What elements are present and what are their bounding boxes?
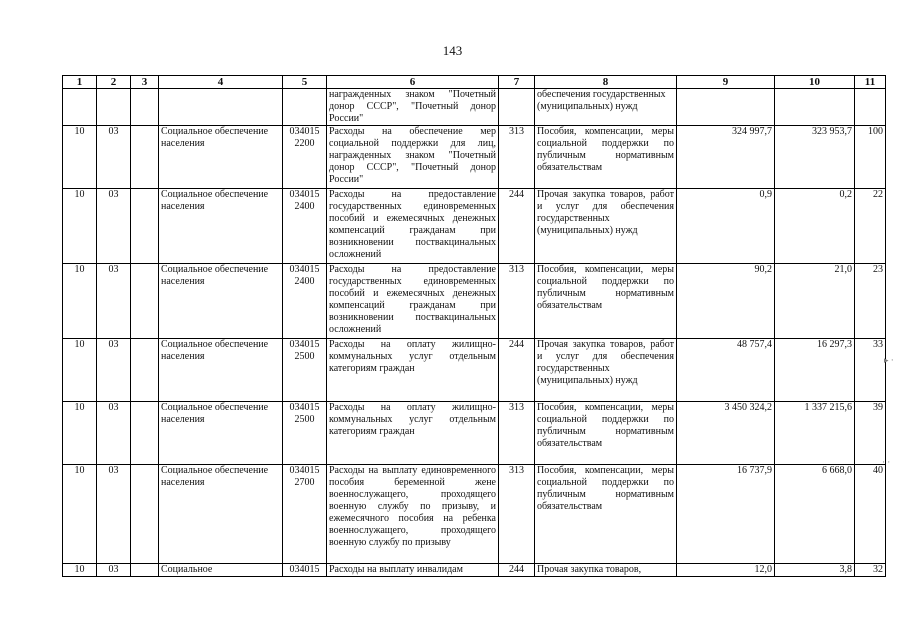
cell-col10: 323 953,7 [775,126,855,189]
col-header-6: 6 [327,76,499,89]
cell-code: 034015 2400 [283,189,327,264]
cell-name: Социальное обеспечение населения [159,126,283,189]
cell-expense-type: Прочая закупка товаров, работ и услуг для обеспечения государственных (муниципальных) нужд [535,339,677,402]
cell-col11: 39 [855,402,886,465]
cell-subsection: 03 [97,465,131,564]
cell-description: Расходы на предоставление государственных единовременных пособий и ежемесячных денежных компенсаций гражданам при возникновении поствакцинальных осложнений [327,189,499,264]
cell-description: Расходы на обеспечение мер социальной поддержки для лиц, награжденных знаком "Почетный донор СССР", "Почетный донор России" [327,126,499,189]
page-number: 143 [442,43,463,58]
cell-col11: 22 [855,189,886,264]
col-header-1: 1 [63,76,97,89]
cell-empty [131,264,159,339]
cell-expense-type: Пособия, компенсации, меры социальной поддержки по публичным нормативным обязательствам [535,402,677,465]
cell-name: Социальное обеспечение населения [159,189,283,264]
cell-description: Расходы на выплату инвалидам [327,564,499,577]
table-header-row [63,76,886,89]
cell-col10: 21,0 [775,264,855,339]
cell-section: 10 [63,564,97,577]
cell-description: Расходы на предоставление государственных единовременных пособий и ежемесячных денежных компенсаций гражданам при возникновении поствакцинальных осложнений [327,264,499,339]
col-header-11: 11 [855,76,886,89]
cell-section: 10 [63,402,97,465]
table-row [63,126,886,189]
cell-empty [283,89,327,126]
cell-name: Социальное обеспечение населения [159,264,283,339]
cell-code: 034015 [283,564,327,577]
table-row [63,189,886,264]
cell-empty [131,89,159,126]
cell-empty [131,126,159,189]
cell-section: 10 [63,465,97,564]
cell-empty [131,402,159,465]
cell-description: награжденных знаком "Почетный донор СССР", "Почетный донор России" [327,89,499,126]
cell-expense-type: Прочая закупка товаров, [535,564,677,577]
cell-code: 034015 2200 [283,126,327,189]
col-header-4: 4 [159,76,283,89]
col-header-9: 9 [677,76,775,89]
cell-col11: 23 [855,264,886,339]
cell-col10: 6 668,0 [775,465,855,564]
cell-empty [63,89,97,126]
cell-col11: 40 [855,465,886,564]
cell-empty [855,89,886,126]
cell-expense-type: обеспечения государственных (муниципальных) нужд [535,89,677,126]
cell-col11: 100 [855,126,886,189]
cell-code: 034015 2500 [283,339,327,402]
budget-table [62,75,886,577]
scan-artifact-mark: ▸ · [884,355,894,365]
cell-name: Социальное обеспечение населения [159,339,283,402]
cell-name: Социальное [159,564,283,577]
cell-empty [499,89,535,126]
cell-empty [159,89,283,126]
cell-description: Расходы на выплату единовременного пособия беременной жене военнослужащего, проходящего военную службу по призыву, и ежемесячного пособия на ребенка военнослужащего, проходящего военную службу по призыву [327,465,499,564]
cell-subsection: 03 [97,339,131,402]
table-row [63,264,886,339]
cell-description: Расходы на оплату жилищно-коммунальных услуг отдельным категориям граждан [327,402,499,465]
scan-artifact-mark: · · [882,457,891,467]
cell-code: 034015 2400 [283,264,327,339]
col-header-2: 2 [97,76,131,89]
cell-col9: 0,9 [677,189,775,264]
table-row [63,402,886,465]
cell-section: 10 [63,189,97,264]
cell-subsection: 03 [97,402,131,465]
col-header-5: 5 [283,76,327,89]
cell-col9: 12,0 [677,564,775,577]
cell-kvr: 244 [499,564,535,577]
cell-kvr: 313 [499,402,535,465]
cell-subsection: 03 [97,189,131,264]
cell-empty [677,89,775,126]
cell-col9: 48 757,4 [677,339,775,402]
cell-kvr: 244 [499,339,535,402]
cell-subsection: 03 [97,264,131,339]
cell-col10: 1 337 215,6 [775,402,855,465]
cell-kvr: 244 [499,189,535,264]
cell-expense-type: Пособия, компенсации, меры социальной поддержки по публичным нормативным обязательствам [535,126,677,189]
cell-col10: 16 297,3 [775,339,855,402]
col-header-8: 8 [535,76,677,89]
cell-empty [131,339,159,402]
table-row [63,465,886,564]
col-header-7: 7 [499,76,535,89]
cell-expense-type: Прочая закупка товаров, работ и услуг для обеспечения государственных (муниципальных) нужд [535,189,677,264]
col-header-10: 10 [775,76,855,89]
col-header-3: 3 [131,76,159,89]
cell-kvr: 313 [499,264,535,339]
cell-expense-type: Пособия, компенсации, меры социальной поддержки по публичным нормативным обязательствам [535,465,677,564]
cell-col11: 33 [855,339,886,402]
table-row [63,564,886,577]
cell-col9: 3 450 324,2 [677,402,775,465]
cell-kvr: 313 [499,126,535,189]
cell-col9: 90,2 [677,264,775,339]
table-row [63,339,886,402]
cell-col10: 3,8 [775,564,855,577]
cell-col9: 324 997,7 [677,126,775,189]
cell-empty [775,89,855,126]
cell-name: Социальное обеспечение населения [159,465,283,564]
cell-section: 10 [63,126,97,189]
cell-code: 034015 2500 [283,402,327,465]
cell-section: 10 [63,339,97,402]
cell-empty [131,189,159,264]
table-row-continuation [63,89,886,126]
cell-expense-type: Пособия, компенсации, меры социальной поддержки по публичным нормативным обязательствам [535,264,677,339]
cell-kvr: 313 [499,465,535,564]
cell-col9: 16 737,9 [677,465,775,564]
cell-empty [131,465,159,564]
cell-description: Расходы на оплату жилищно-коммунальных услуг отдельным категориям граждан [327,339,499,402]
cell-code: 034015 2700 [283,465,327,564]
cell-empty [97,89,131,126]
cell-name: Социальное обеспечение населения [159,402,283,465]
cell-subsection: 03 [97,126,131,189]
cell-col11: 32 [855,564,886,577]
cell-col10: 0,2 [775,189,855,264]
cell-section: 10 [63,264,97,339]
cell-empty [131,564,159,577]
cell-subsection: 03 [97,564,131,577]
